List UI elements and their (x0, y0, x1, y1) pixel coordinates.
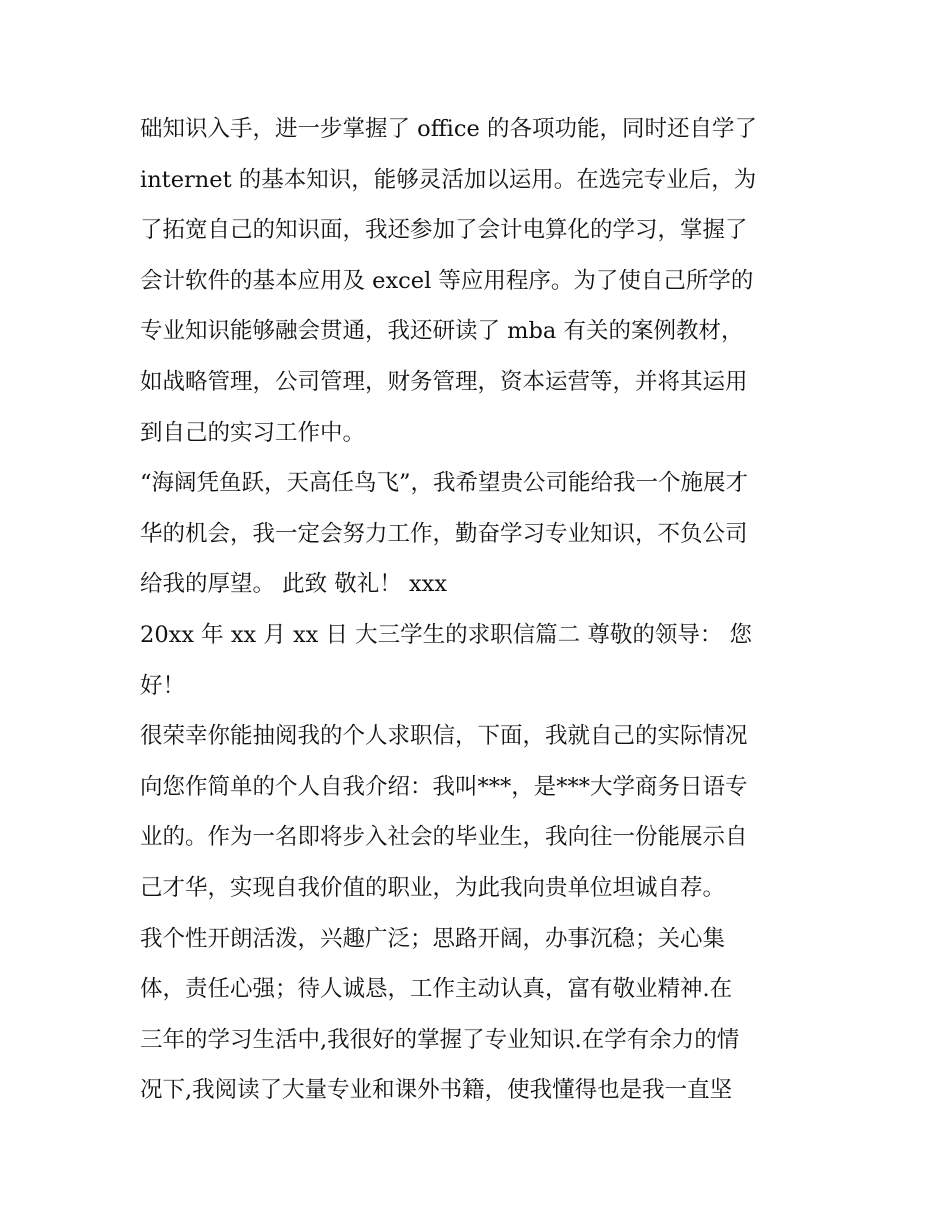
text-line: 了拓宽自己的知识面，我还参加了会计电算化的学习，掌握了 (140, 217, 748, 244)
text-line: 华的机会，我一定会努力工作，勤奋学习专业知识，不负公司 (140, 520, 748, 547)
text-line: 体，责任心强；待人诚恳，工作主动认真，富有敬业精神.在 (140, 976, 733, 1003)
text-line: 很荣幸你能抽阅我的个人求职信，下面，我就自己的实际情况 (140, 723, 748, 750)
text-line: “海阔凭鱼跃，天高任鸟飞”，我希望贵公司能给我一个施展才 (140, 470, 749, 497)
text-line: internet 的基本知识，能够灵活加以运用。在选完专业后，为 (140, 166, 757, 193)
text-line: 础知识入手，进一步掌握了 office 的各项功能，同时还自学了 (140, 116, 757, 142)
text-line: 20xx 年 xx 月 xx 日 大三学生的求职信篇二 尊敬的领导： 您 (140, 621, 752, 648)
text-line: 况下,我阅读了大量专业和课外书籍，使我懂得也是我一直坚 (140, 1077, 733, 1104)
text-line: 向您作简单的个人自我介绍：我叫***，是***大学商务日语专 (140, 773, 748, 800)
text-line: 业的。作为一名即将步入社会的毕业生，我向往一份能展示自 (140, 824, 748, 851)
text-line: 到自己的实习工作中。 (140, 419, 366, 446)
text-line: 专业知识能够融会贯通，我还研读了 mba 有关的案例教材， (140, 318, 744, 345)
document-text-body (140, 104, 830, 1116)
text-line: 给我的厚望。 此致 敬礼！ xxx (140, 571, 448, 598)
text-line: 我个性开朗活泼，兴趣广泛；思路开阔，办事沉稳；关心集 (140, 925, 726, 952)
text-line: 如战略管理，公司管理，财务管理，资本运营等，并将其运用 (140, 368, 748, 395)
text-line: 好！ (140, 672, 186, 699)
text-line: 己才华，实现自我价值的职业，为此我向贵单位坦诚自荐。 (140, 874, 726, 901)
text-line: 三年的学习生活中,我很好的掌握了专业知识.在学有余力的情 (140, 1026, 740, 1053)
text-line: 会计软件的基本应用及 excel 等应用程序。为了使自己所学的 (140, 267, 754, 294)
